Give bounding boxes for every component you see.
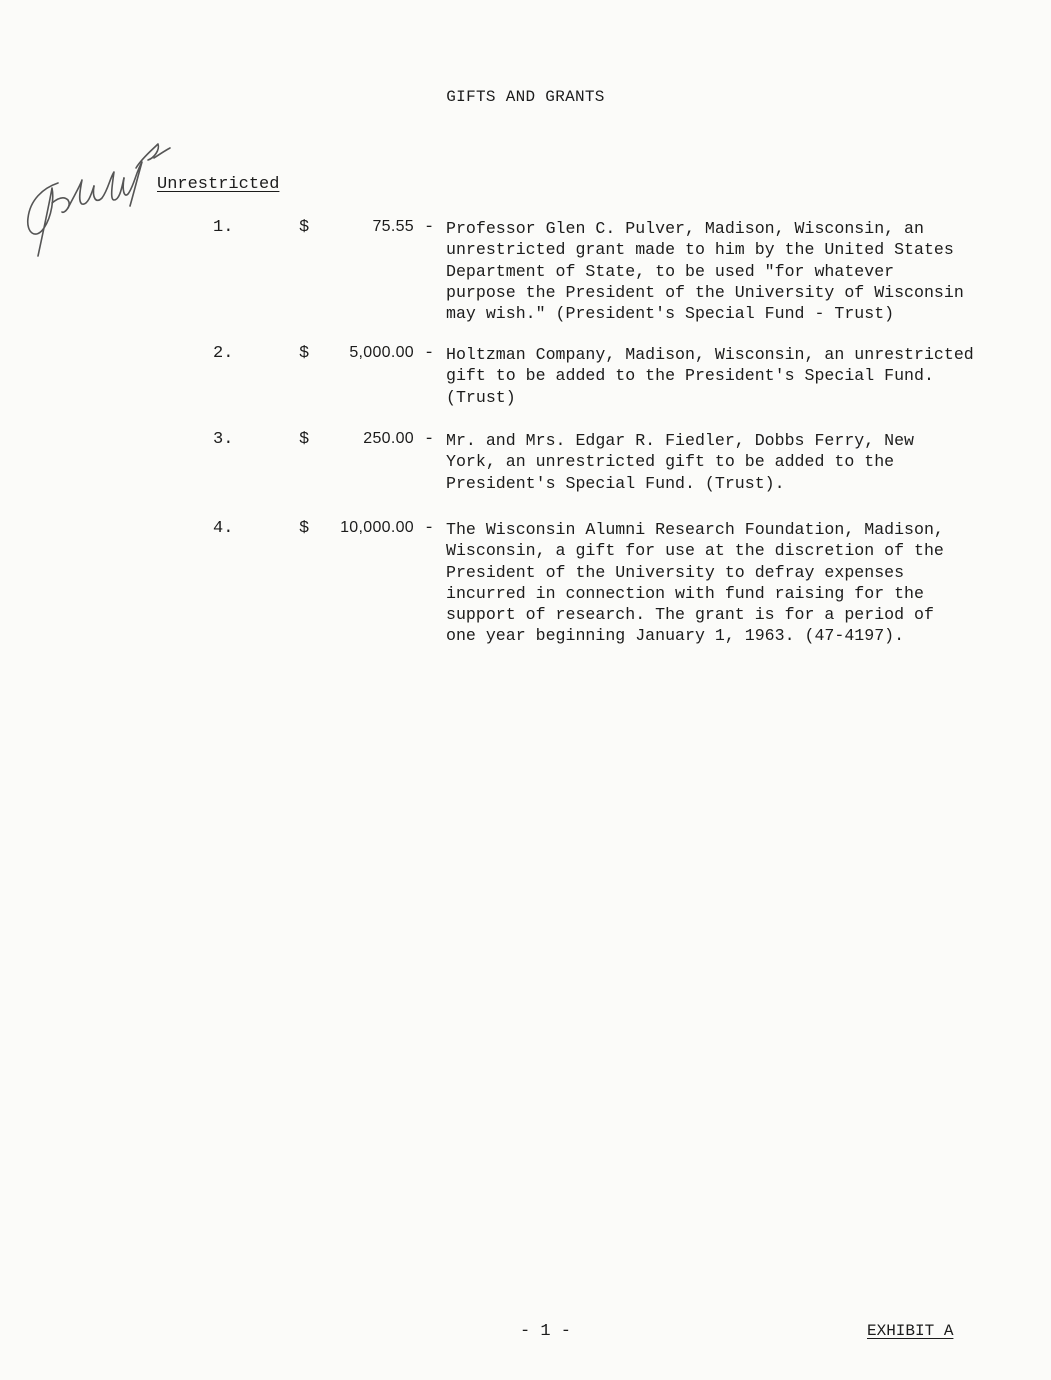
entry-number: 1. [213,218,234,237]
entry-description: Mr. and Mrs. Edgar R. Fiedler, Dobbs Ferry, New York, an unrestricted gift to be added to the President's Special Fund. (Trust). [446,431,915,493]
exhibit-label: EXHIBIT A [867,1322,954,1340]
handwritten-signature [18,128,178,268]
entry-number: 4. [213,519,234,538]
entry-dash: - [424,519,435,538]
entry-amount: 5,000.00 [349,344,414,361]
entry-dash: - [424,430,435,449]
page-number: - 1 - [520,1322,572,1341]
entry-currency: $ [299,519,310,538]
entry-dash: - [424,344,435,363]
entry-description: The Wisconsin Alumni Research Foundation, Madison, Wisconsin, a gift for use at the discretion of the President of the University to defray expenses incurred in connection with fund raising for the support of research. The grant is for a period of one year beginning January 1, 1963. (47-4197). [446,520,944,646]
entry-number: 2. [213,344,234,363]
entry-currency: $ [299,344,310,363]
entry-amount: 75.55 [372,218,414,235]
page-title: GIFTS AND GRANTS [446,88,605,106]
entry-description: Holtzman Company, Madison, Wisconsin, an unrestricted gift to be added to the President's Special Fund. (Trust) [446,345,974,407]
section-heading-unrestricted: Unrestricted [157,175,280,194]
entry-number: 3. [213,430,234,449]
entry-currency: $ [299,218,310,237]
entry-currency: $ [299,430,310,449]
entry-description: Professor Glen C. Pulver, Madison, Wisconsin, an unrestricted grant made to him by the United States Department of State, to be used "for whatever purpose the President of the University of Wisconsin may wish." (President's Special Fund - Trust) [446,219,964,324]
entry-amount: 250.00 [363,430,414,447]
entry-dash: - [424,218,435,237]
entry-amount: 10,000.00 [340,519,414,536]
